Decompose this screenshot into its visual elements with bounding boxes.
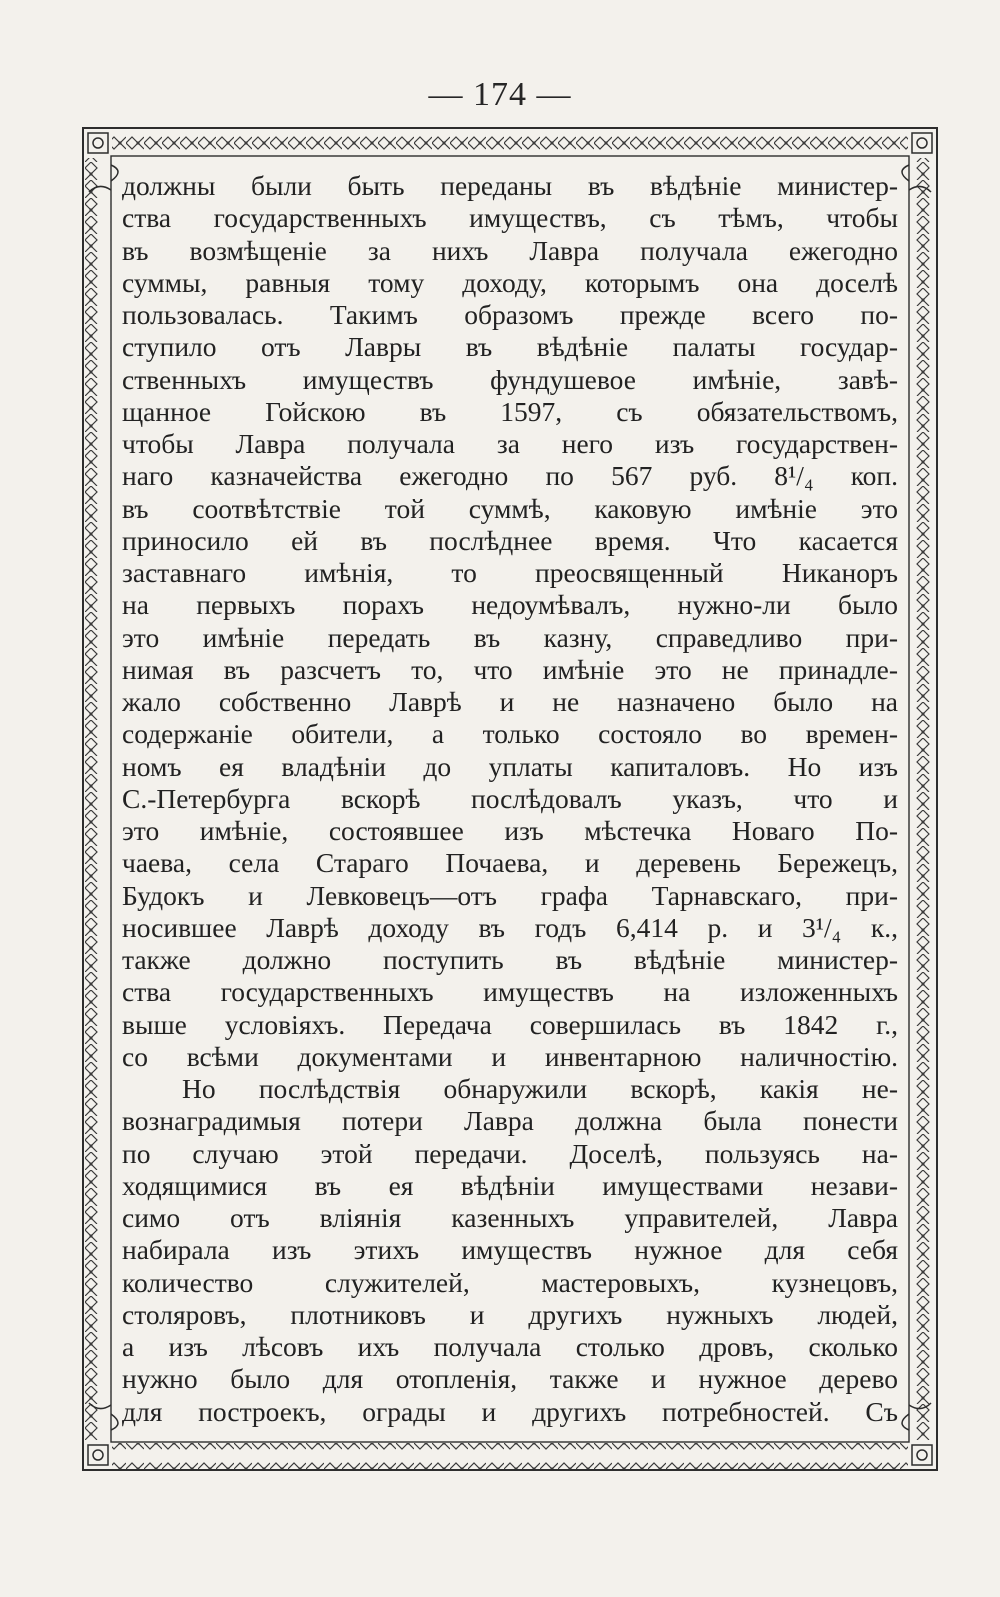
text-line: симо отъ вліянія казенныхъ управителей, Лавра <box>122 1202 898 1233</box>
text-line: ступило отъ Лавры въ вѣдѣніе палаты государ- <box>122 331 898 363</box>
text-line: столяровъ, плотниковъ и другихъ нужныхъ людей, <box>122 1298 898 1330</box>
text-line: также должно поступить въ вѣдѣніе министер- <box>122 944 898 975</box>
text-line: набирала изъ этихъ имуществъ нужное для себя <box>122 1234 898 1266</box>
text-line: заставнаго имѣнія, то преосвященный Никаноръ <box>122 557 898 588</box>
text-line: ходящимися въ ея вѣдѣніи имуществами незави- <box>122 1169 898 1201</box>
text-line: ственныхъ имуществъ фундушевое имѣніе, завѣ- <box>122 363 898 395</box>
text-line: чаева, села Стараго Почаева, и деревень Бережецъ, <box>122 847 898 879</box>
page-number: — 174 — <box>428 76 572 113</box>
text-line: наго казначейства ежегодно по 567 руб. 8¹/₄ коп. <box>122 460 898 492</box>
text-line: ства государственныхъ имуществъ на изложенныхъ <box>122 976 898 1008</box>
text-line: жало собственно Лаврѣ и не назначено было на <box>122 686 898 717</box>
text-line: со всѣми документами и инвентарною наличностію. <box>122 1040 898 1072</box>
text-line: въ возмѣщеніе за нихъ Лавра получала ежегодно <box>122 234 898 266</box>
text-line: пользовалась. Такимъ образомъ прежде всего по- <box>122 299 898 330</box>
text-line: щанное Гойскою въ 1597, съ обязательствомъ, <box>122 395 898 427</box>
text-line: на первыхъ порахъ недоумѣвалъ, нужно-ли было <box>122 589 898 621</box>
text-line: чтобы Лавра получала за него изъ государствен- <box>122 428 898 459</box>
text-line: это имѣніе, состоявшее изъ мѣстечка Новаго По- <box>122 815 898 846</box>
text-line: по случаю этой передачи. Доселѣ, пользуясь на- <box>122 1137 898 1169</box>
text-line: ства государственныхъ имуществъ, съ тѣмъ, чтобы <box>122 202 898 234</box>
text-line: а изъ лѣсовъ ихъ получала столько дровъ, сколько <box>122 1331 898 1362</box>
text-line: С.-Петербурга вскорѣ послѣдовалъ указъ, что и <box>122 782 898 814</box>
text-line: носившее Лаврѣ доходу въ годъ 6,414 р. и 3¹/₄ к., <box>122 911 898 943</box>
paragraph-start-line: Но послѣдствія обнаружили вскорѣ, какія не- <box>182 1073 898 1104</box>
text-line: вознаградимыя потери Лавра должна была понести <box>122 1105 898 1137</box>
text-line: выше условіяхъ. Передача совершилась въ 1842 г., <box>122 1008 898 1040</box>
text-line: суммы, равныя тому доходу, которымъ она доселѣ <box>122 266 898 298</box>
text-line: должны были быть переданы въ вѣдѣніе министер- <box>122 170 898 201</box>
text-line: это имѣніе передать въ казну, справедливо при- <box>122 621 898 653</box>
text-line: нимая въ разсчетъ то, что имѣніе это не принадле- <box>122 653 898 685</box>
text-line: нужно было для отопленія, также и нужное дерево <box>122 1363 898 1395</box>
text-line: содержаніе обители, а только состояло во времен- <box>122 718 898 750</box>
text-line: приносило ей въ послѣднее время. Что касается <box>122 524 898 556</box>
text-line: номъ ея владѣніи до уплаты капиталовъ. Но изъ <box>122 750 898 782</box>
text-line: количество служителей, мастеровыхъ, кузнецовъ, <box>122 1266 898 1298</box>
body-text <box>122 170 898 1428</box>
text-line: для построекъ, ограды и другихъ потребностей. Съ <box>122 1395 898 1427</box>
text-line: въ соотвѣтствіе той суммѣ, каковую имѣніе это <box>122 492 898 524</box>
text-line: Будокъ и Левковецъ—отъ графа Тарнавскаго, при- <box>122 879 898 911</box>
